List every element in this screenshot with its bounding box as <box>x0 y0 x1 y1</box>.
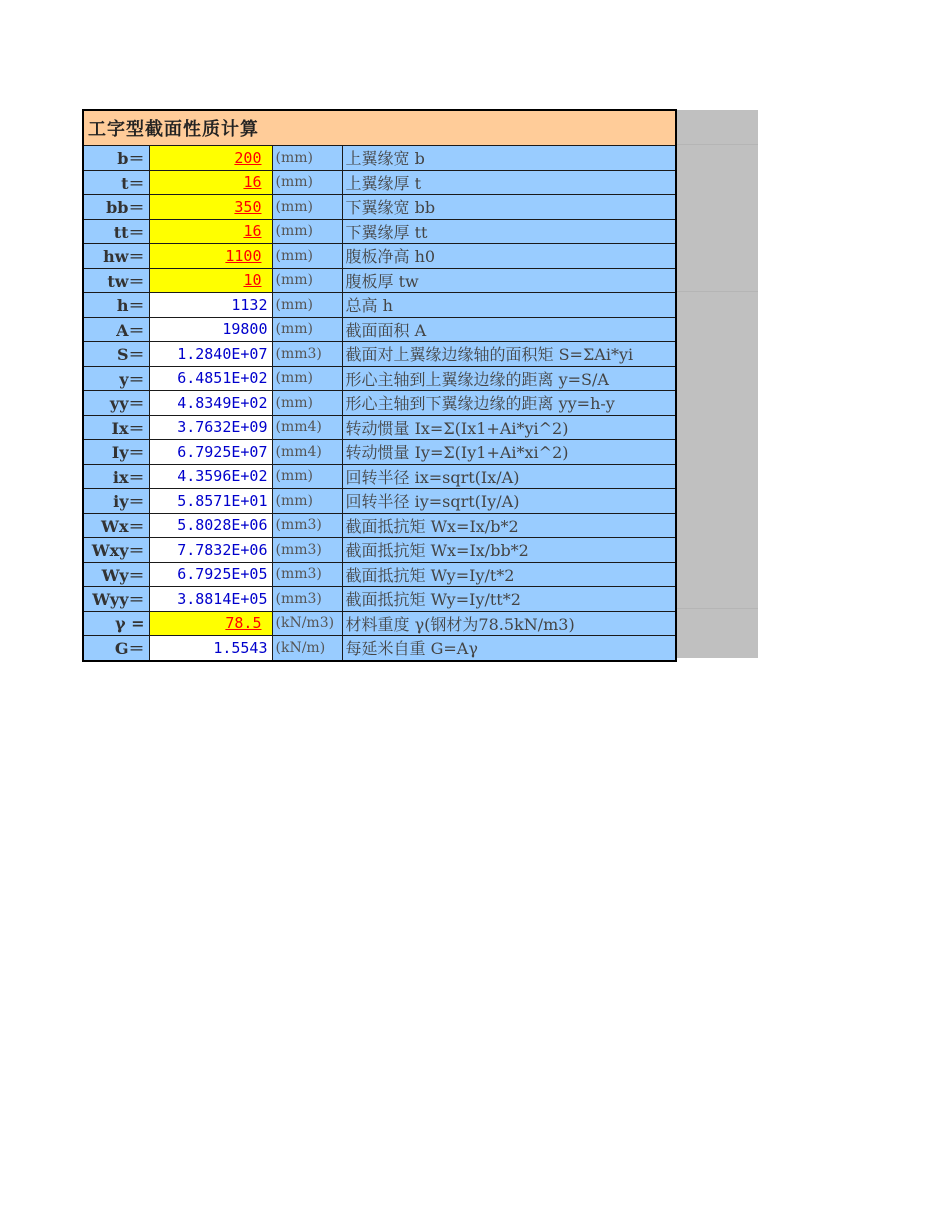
computed-value-cell[interactable]: 6.4851E+02 <box>149 366 272 391</box>
row-label-cell[interactable]: G＝ <box>83 636 149 661</box>
unit-cell[interactable]: (mm) <box>272 391 342 416</box>
description-cell[interactable]: 腹板净高 h0 <box>342 244 676 269</box>
computed-value-cell[interactable]: 6.7925E+05 <box>149 562 272 587</box>
description-cell[interactable]: 截面抵抗矩 Wy=Iy/tt*2 <box>342 587 676 612</box>
computed-value-cell[interactable]: 19800 <box>149 317 272 342</box>
unit-cell[interactable]: (kN/m3) <box>272 611 342 636</box>
input-value-cell[interactable]: 200 <box>149 146 272 171</box>
computed-value-cell[interactable]: 4.8349E+02 <box>149 391 272 416</box>
unit-cell[interactable]: (mm) <box>272 170 342 195</box>
table-row <box>83 415 676 440</box>
table-row <box>83 440 676 465</box>
unit-cell[interactable]: (mm) <box>272 268 342 293</box>
row-label-cell[interactable]: S＝ <box>83 342 149 367</box>
computed-value-cell[interactable]: 1.5543 <box>149 636 272 661</box>
sheet-title[interactable]: 工字型截面性质计算 <box>83 110 676 146</box>
description-cell[interactable]: 上翼缘宽 b <box>342 146 676 171</box>
row-label-cell[interactable]: Wyy＝ <box>83 587 149 612</box>
description-cell[interactable]: 形心主轴到下翼缘边缘的距离 yy=h-y <box>342 391 676 416</box>
unit-cell[interactable]: (mm3) <box>272 587 342 612</box>
row-label-cell[interactable]: Wx＝ <box>83 513 149 538</box>
table-row <box>83 391 676 416</box>
table-row <box>83 538 676 563</box>
table-row <box>83 587 676 612</box>
unit-cell[interactable]: (mm3) <box>272 562 342 587</box>
description-cell[interactable]: 每延米自重 G=Aγ <box>342 636 676 661</box>
table-row <box>83 366 676 391</box>
row-label-cell[interactable]: t＝ <box>83 170 149 195</box>
row-label-cell[interactable]: h＝ <box>83 293 149 318</box>
unit-cell[interactable]: (mm) <box>272 146 342 171</box>
table-row <box>83 611 676 636</box>
table-row <box>83 195 676 220</box>
description-cell[interactable]: 回转半径 ix=sqrt(Ix/A) <box>342 464 676 489</box>
unit-cell[interactable]: (mm) <box>272 366 342 391</box>
table-row <box>83 513 676 538</box>
computed-value-cell[interactable]: 5.8571E+01 <box>149 489 272 514</box>
computed-value-cell[interactable]: 1.2840E+07 <box>149 342 272 367</box>
unit-cell[interactable]: (mm) <box>272 219 342 244</box>
row-label-cell[interactable]: iy＝ <box>83 489 149 514</box>
description-cell[interactable]: 形心主轴到上翼缘边缘的距离 y=S/A <box>342 366 676 391</box>
table-row <box>83 342 676 367</box>
row-label-cell[interactable]: A＝ <box>83 317 149 342</box>
description-cell[interactable]: 截面抵抗矩 Wy=Iy/t*2 <box>342 562 676 587</box>
row-label-cell[interactable]: γ = <box>83 611 149 636</box>
title-row <box>83 110 676 146</box>
row-label-cell[interactable]: yy＝ <box>83 391 149 416</box>
input-value-cell[interactable]: 350 <box>149 195 272 220</box>
row-label-cell[interactable]: hw＝ <box>83 244 149 269</box>
spreadsheet <box>82 109 677 662</box>
table-row <box>83 146 676 171</box>
description-cell[interactable]: 回转半径 iy=sqrt(Iy/A) <box>342 489 676 514</box>
unit-cell[interactable]: (mm) <box>272 195 342 220</box>
unit-cell[interactable]: (mm3) <box>272 342 342 367</box>
row-label-cell[interactable]: Wxy＝ <box>83 538 149 563</box>
unit-cell[interactable]: (mm3) <box>272 538 342 563</box>
table-row <box>83 489 676 514</box>
unit-cell[interactable]: (mm3) <box>272 513 342 538</box>
input-value-cell[interactable]: 10 <box>149 268 272 293</box>
row-label-cell[interactable]: ix＝ <box>83 464 149 489</box>
gray-sheet-area <box>676 110 758 658</box>
input-value-cell[interactable]: 78.5 <box>149 611 272 636</box>
description-cell[interactable]: 材料重度 γ(钢材为78.5kN/m3) <box>342 611 676 636</box>
description-cell[interactable]: 截面面积 A <box>342 317 676 342</box>
row-label-cell[interactable]: y＝ <box>83 366 149 391</box>
description-cell[interactable]: 总高 h <box>342 293 676 318</box>
unit-cell[interactable]: (mm) <box>272 293 342 318</box>
unit-cell[interactable]: (mm) <box>272 489 342 514</box>
table-row <box>83 464 676 489</box>
computed-value-cell[interactable]: 1132 <box>149 293 272 318</box>
description-cell[interactable]: 下翼缘厚 tt <box>342 219 676 244</box>
row-label-cell[interactable]: Iy＝ <box>83 440 149 465</box>
computed-value-cell[interactable]: 6.7925E+07 <box>149 440 272 465</box>
description-cell[interactable]: 转动惯量 Ix=Σ(Ix1+Ai*yi^2) <box>342 415 676 440</box>
table-row <box>83 317 676 342</box>
description-cell[interactable]: 转动惯量 Iy=Σ(Iy1+Ai*xi^2) <box>342 440 676 465</box>
unit-cell[interactable]: (kN/m) <box>272 636 342 661</box>
input-value-cell[interactable]: 1100 <box>149 244 272 269</box>
row-label-cell[interactable]: Ix＝ <box>83 415 149 440</box>
description-cell[interactable]: 截面抵抗矩 Wx=Ix/b*2 <box>342 513 676 538</box>
table-row <box>83 244 676 269</box>
computed-value-cell[interactable]: 5.8028E+06 <box>149 513 272 538</box>
row-label-cell[interactable]: tt＝ <box>83 219 149 244</box>
unit-cell[interactable]: (mm) <box>272 244 342 269</box>
input-value-cell[interactable]: 16 <box>149 219 272 244</box>
description-cell[interactable]: 截面抵抗矩 Wx=Ix/bb*2 <box>342 538 676 563</box>
table-row <box>83 219 676 244</box>
row-label-cell[interactable]: Wy＝ <box>83 562 149 587</box>
computed-value-cell[interactable]: 3.8814E+05 <box>149 587 272 612</box>
computed-value-cell[interactable]: 4.3596E+02 <box>149 464 272 489</box>
row-label-cell[interactable]: bb＝ <box>83 195 149 220</box>
section-properties-table <box>82 109 677 662</box>
description-cell[interactable]: 上翼缘厚 t <box>342 170 676 195</box>
unit-cell[interactable]: (mm4) <box>272 440 342 465</box>
table-row <box>83 636 676 661</box>
row-label-cell[interactable]: b＝ <box>83 146 149 171</box>
description-cell[interactable]: 截面对上翼缘边缘轴的面积矩 S=ΣAi*yi <box>342 342 676 367</box>
table-row <box>83 170 676 195</box>
description-cell[interactable]: 下翼缘宽 bb <box>342 195 676 220</box>
description-cell[interactable]: 腹板厚 tw <box>342 268 676 293</box>
table-row <box>83 268 676 293</box>
input-value-cell[interactable]: 16 <box>149 170 272 195</box>
computed-value-cell[interactable]: 3.7632E+09 <box>149 415 272 440</box>
table-row <box>83 562 676 587</box>
table-row <box>83 293 676 318</box>
unit-cell[interactable]: (mm) <box>272 464 342 489</box>
computed-value-cell[interactable]: 7.7832E+06 <box>149 538 272 563</box>
unit-cell[interactable]: (mm4) <box>272 415 342 440</box>
row-label-cell[interactable]: tw＝ <box>83 268 149 293</box>
unit-cell[interactable]: (mm) <box>272 317 342 342</box>
